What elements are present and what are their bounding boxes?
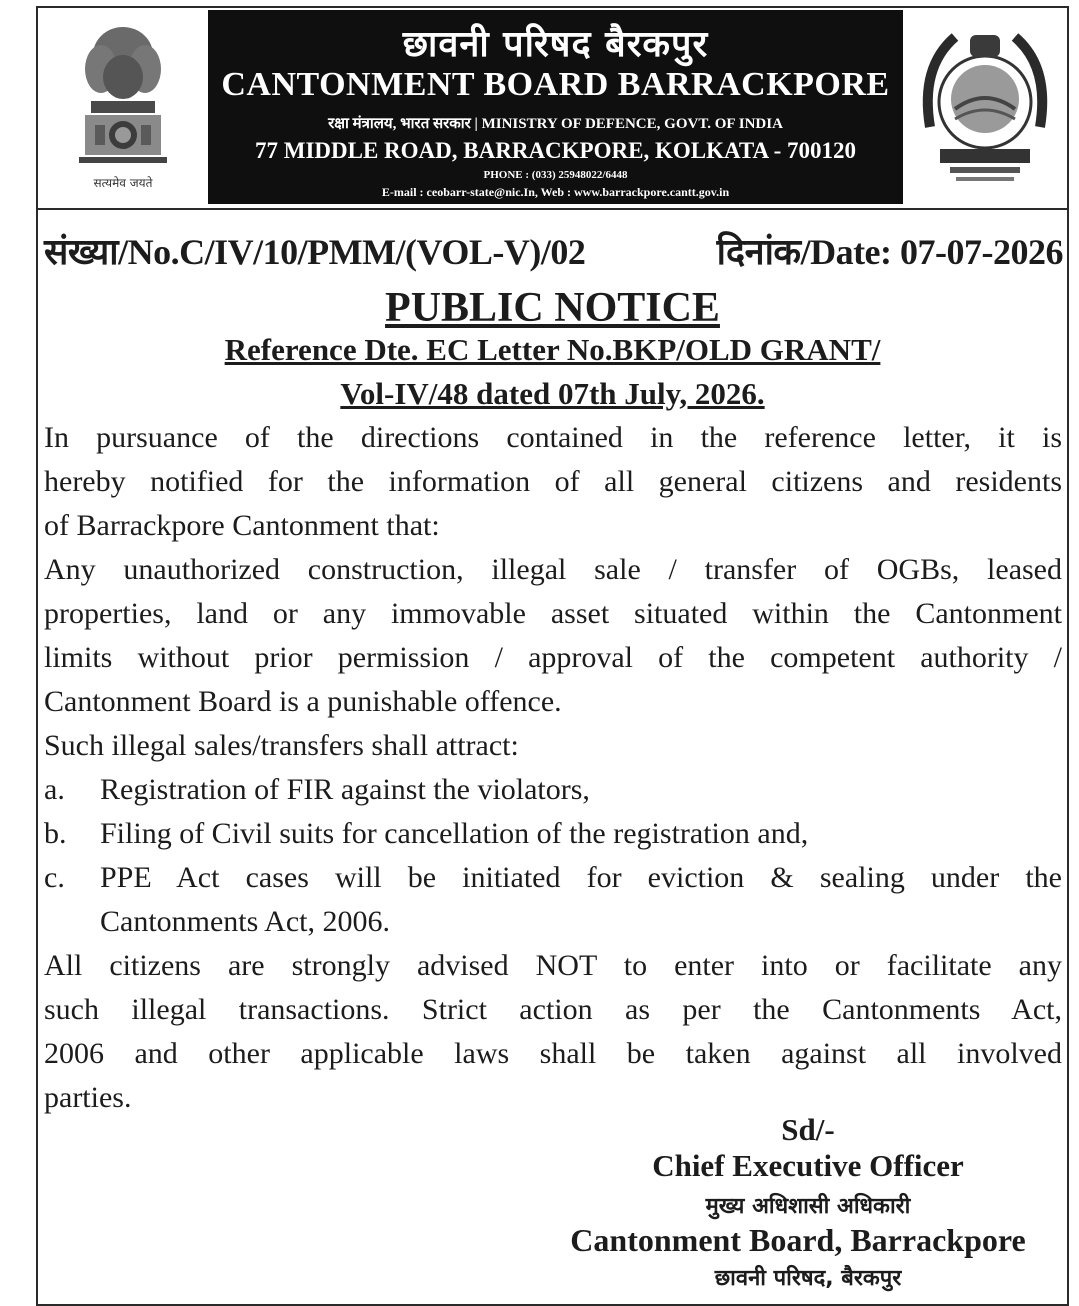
list-text: Registration of FIR against the violators, — [100, 773, 590, 806]
paragraph-line: properties, land or any immovable asset situated within the Cantonment — [44, 597, 1062, 630]
cantonment-board-logo-icon — [910, 17, 1060, 197]
list-text: Cantonments Act, 2006. — [100, 905, 390, 938]
board-name-hindi: छावनी परिषद बैरकपुर — [402, 24, 709, 65]
paragraph-line: Cantonment Board is a punishable offence. — [44, 685, 562, 718]
list-item — [44, 856, 1062, 944]
signature-designation: Chief Executive Officer — [652, 1148, 964, 1183]
paragraph-line: limits without prior permission / approval of the competent authority / — [44, 641, 1062, 674]
paragraph-line: of Barrackpore Cantonment that: — [44, 509, 440, 542]
emblem-box — [40, 10, 206, 204]
list-marker: b. — [44, 817, 67, 850]
signature-designation-hindi: मुख्य अधिशासी अधिकारी — [705, 1194, 911, 1219]
list-item — [44, 768, 1062, 812]
notice-frame — [36, 6, 1069, 1306]
list-marker: a. — [44, 773, 65, 806]
board-name-english: CANTONMENT BOARD BARRACKPORE — [221, 66, 890, 103]
paragraph-line: 2006 and other applicable laws shall be taken against all involved — [44, 1037, 1062, 1070]
notice-number: संख्या/No.C/IV/10/PMM/(VOL-V)/02 — [44, 232, 586, 272]
reference-letter-line-2: Vol-IV/48 dated 07th July, 2026. — [340, 376, 765, 411]
paragraph-line: parties. — [44, 1081, 132, 1114]
paragraph-line: All citizens are strongly advised NOT to enter into or facilitate any — [44, 949, 1062, 982]
paragraph-line: Such illegal sales/transfers shall attract: — [44, 729, 519, 762]
reference-letter-line-1: Reference Dte. EC Letter No.BKP/OLD GRANT/ — [224, 332, 881, 367]
paragraph-line: such illegal transactions. Strict action as per the Cantonments Act, — [44, 993, 1062, 1026]
paragraph-attract — [44, 724, 1062, 768]
list-marker: c. — [44, 861, 65, 894]
signature-office-hindi: छावनी परिषद, बैरकपुर — [714, 1266, 902, 1291]
list-text-block — [100, 856, 1062, 944]
list-text: PPE Act cases will be initiated for eviction & sealing under the — [100, 861, 1062, 894]
paragraph-intro — [44, 416, 1062, 548]
paragraph-line: Any unauthorized construction, illegal sale / transfer of OGBs, leased — [44, 553, 1062, 586]
notice-title: PUBLIC NOTICE — [385, 285, 720, 331]
letterhead — [38, 8, 1067, 210]
national-emblem-icon — [63, 17, 183, 197]
paragraph-advisory — [44, 944, 1062, 1120]
office-address: 77 MIDDLE ROAD, BARRACKPORE, KOLKATA - 700120 — [255, 138, 856, 163]
paragraph-line: In pursuance of the directions contained in the reference letter, it is — [44, 421, 1062, 454]
notice-date: दिनांक/Date: 07-07-2026 — [716, 232, 1063, 272]
paragraph-line: hereby notified for the information of all general citizens and residents — [44, 465, 1062, 498]
ministry-line: रक्षा मंत्रालय, भारत सरकार | MINISTRY OF DEFENCE, GOVT. OF INDIA — [328, 116, 783, 132]
signature-sd: Sd/- — [781, 1112, 835, 1147]
list-text: Filing of Civil suits for cancellation of the registration and, — [100, 817, 809, 850]
letterhead-banner — [208, 10, 903, 204]
paragraph-offence — [44, 548, 1062, 724]
logo-box — [905, 10, 1065, 204]
signature-office: Cantonment Board, Barrackpore — [570, 1222, 1026, 1258]
emblem-motto: सत्यमेव जयते — [93, 176, 153, 190]
phone-line: PHONE : (033) 25948022/6448 — [483, 169, 628, 181]
email-web-line: E-mail : ceobarr-state@nic.In, Web : www.barrackpore.cantt.gov.in — [381, 185, 730, 199]
list-item — [44, 812, 1062, 856]
